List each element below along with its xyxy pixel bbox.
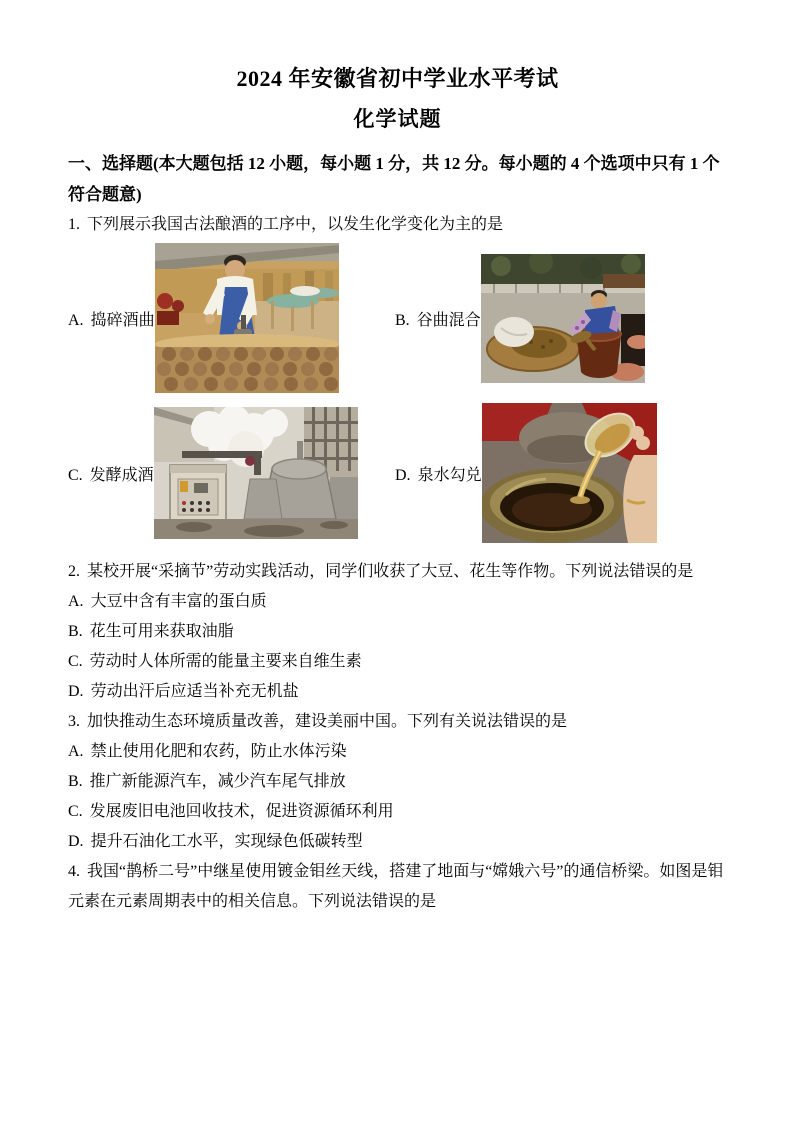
- q2-option-a: [68, 587, 727, 617]
- q1-option-b-label: [395, 307, 481, 330]
- question-1-option-a: [68, 243, 395, 393]
- question-1-text: 下列展示我国古法酿酒的工序中，以发生化学变化为主的是: [87, 216, 504, 233]
- q3-option-b: [68, 767, 727, 797]
- q3-option-c-letter: C.: [68, 803, 83, 820]
- q2-option-c: [68, 647, 727, 677]
- q1-option-a-letter: A.: [68, 311, 84, 329]
- question-1-image-row-2: [68, 403, 727, 543]
- q1-option-d-letter: D.: [395, 466, 411, 484]
- q1-option-c-label: [68, 462, 154, 485]
- section-header: 一、选择题(本大题包括 12 小题，每小题 1 分，共 12 分。每小题的 4 个选项中只有 1 个符合题意): [68, 154, 720, 204]
- q1-option-d-text: 泉水勾兑: [417, 466, 482, 484]
- q3-option-b-letter: B.: [68, 773, 83, 790]
- grain-qu-mixing-photo: [481, 254, 645, 383]
- q2-option-b: [68, 617, 727, 647]
- question-3-text: 加快推动生态环境质量改善，建设美丽中国。下列有关说法错误的是: [87, 713, 568, 730]
- q2-option-d-text: 劳动出汗后应适当补充无机盐: [90, 683, 299, 700]
- question-1-option-d: [395, 403, 727, 543]
- question-4-text: 我国“鹊桥二号”中继星使用镀金钼丝天线，搭建了地面与“嫦娥六号”的通信桥梁。如图是钼元素在元素周期表中的相关信息。下列说法错误的是: [68, 863, 724, 910]
- q2-option-a-letter: A.: [68, 593, 84, 610]
- question-2-text: 某校开展“采摘节”劳动实践活动，同学们收获了大豆、花生等作物。下列说法错误的是: [87, 563, 694, 580]
- question-1: [68, 210, 727, 240]
- q3-option-a-letter: A.: [68, 743, 84, 760]
- q1-option-c-text: 发酵成酒: [89, 466, 154, 484]
- question-1-image-row-1: [68, 243, 727, 393]
- q1-option-c-letter: C.: [68, 466, 83, 484]
- page-subtitle: 化学试题: [353, 107, 442, 131]
- spring-water-blending-photo: [482, 403, 657, 543]
- q2-option-b-text: 花生可用来获取油脂: [89, 623, 234, 640]
- question-3: [68, 707, 727, 857]
- question-2-number: 2.: [68, 563, 80, 580]
- q2-option-c-text: 劳动时人体所需的能量主要来自维生素: [89, 653, 362, 670]
- question-2-stem: [68, 557, 727, 587]
- question-4-number: 4.: [68, 863, 80, 880]
- question-2: [68, 557, 727, 707]
- question-1-option-c: [68, 407, 395, 539]
- q3-option-b-text: 推广新能源汽车，减少汽车尾气排放: [89, 773, 346, 790]
- q2-option-d-letter: D.: [68, 683, 84, 700]
- q2-option-d: [68, 677, 727, 707]
- q3-option-c-text: 发展废旧电池回收技术，促进资源循环利用: [89, 803, 394, 820]
- q3-option-a-text: 禁止使用化肥和农药，防止水体污染: [90, 743, 347, 760]
- q1-option-d-label: [395, 462, 482, 485]
- q2-option-b-letter: B.: [68, 623, 83, 640]
- question-4-stem: [68, 857, 727, 917]
- q1-option-b-text: 谷曲混合: [416, 311, 481, 329]
- question-1-number: 1.: [68, 216, 80, 233]
- q3-option-a: [68, 737, 727, 767]
- question-1-option-b: [395, 254, 727, 383]
- q3-option-d-letter: D.: [68, 833, 84, 850]
- q3-option-c: [68, 797, 727, 827]
- page-title: 2024 年安徽省初中学业水平考试: [236, 66, 559, 91]
- q1-option-a-label: [68, 307, 155, 330]
- q1-option-b-letter: B.: [395, 311, 410, 329]
- question-4: [68, 857, 727, 917]
- q2-option-c-letter: C.: [68, 653, 83, 670]
- question-3-stem: [68, 707, 727, 737]
- question-3-number: 3.: [68, 713, 80, 730]
- fermentation-distillery-photo: [154, 407, 358, 539]
- q1-option-a-text: 捣碎酒曲: [90, 311, 155, 329]
- q3-option-d-text: 提升石油化工水平，实现绿色低碳转型: [90, 833, 363, 850]
- q2-option-a-text: 大豆中含有丰富的蛋白质: [90, 593, 267, 610]
- q3-option-d: [68, 827, 727, 857]
- crushing-jiuqu-photo: [155, 243, 339, 393]
